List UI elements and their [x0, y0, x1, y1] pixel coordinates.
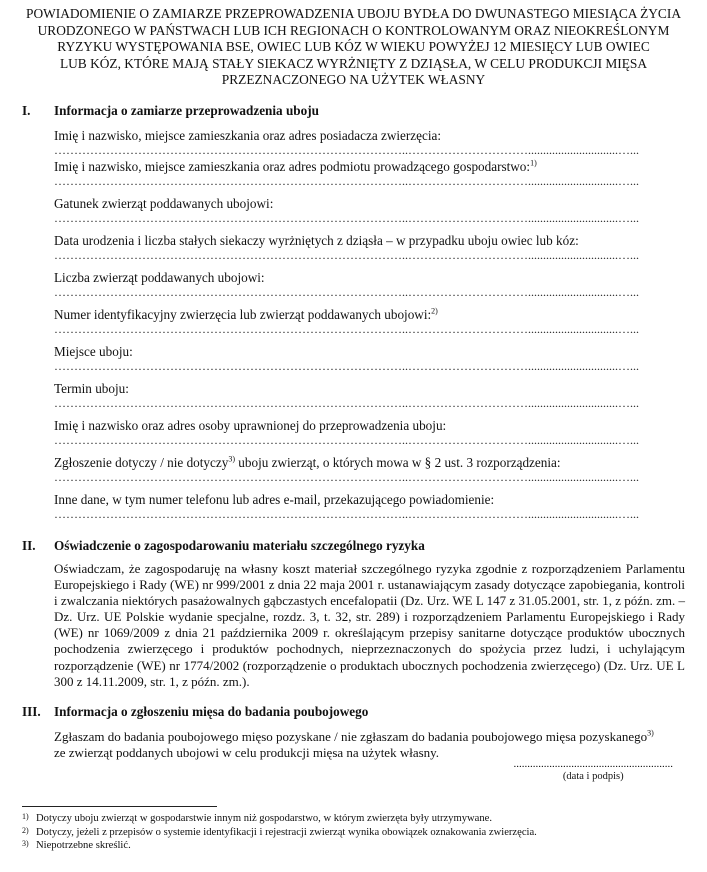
footnote-ref: 1) [530, 158, 537, 168]
field-label: Imię i nazwisko, miejsce zamieszkania oraz adres podmiotu prowadzącego gospodarstwo:$^{1)}$ [54, 158, 537, 174]
field-label: Numer identyfikacyjny zwierzęcia lub zwierząt poddawanych ubojowi:$^{2)}$ [54, 306, 438, 322]
fill-in-line[interactable]: ……………………………………………………………………………..…………………………..............................…... [54, 211, 639, 225]
title-line: PRZEZNACZONEGO NA UŻYTEK WŁASNY [221, 72, 486, 88]
fill-in-line[interactable]: ……………………………………………………………………………..…………………………..............................…... [54, 143, 639, 157]
inspection-paragraph: Zgłaszam do badania poubojowego mięso pozyskane / nie zgłaszam do badania poubojowego mięsa pozyskanego$^{3)}$ ze zwierząt poddanych ubojowi w celu produkcji mięsa na użytek własny. [54, 728, 654, 760]
title-line: URODZONEGO W PAŃSTWACH LUB ICH REGIONACH O KONTROLOWANYM ORAZ NIEOKREŚLONYM [37, 22, 670, 38]
field-label: Liczba zwierząt poddawanych ubojowi: [54, 269, 265, 285]
form-field-place [54, 343, 685, 374]
section-title: Informacja o zamiarze przeprowadzenia uboju [54, 102, 319, 118]
field-label: Imię i nazwisko, miejsce zamieszkania oraz adres posiadacza zwierzęcia: [54, 127, 441, 143]
document-title [22, 6, 685, 89]
footnote [22, 839, 537, 853]
footnote-mark: 3) [22, 839, 29, 849]
form-field-birth-date [54, 232, 685, 263]
footnotes [22, 812, 537, 853]
fill-in-line[interactable]: ……………………………………………………………………………..…………………………..............................…... [54, 396, 639, 410]
footnote-mark: 2) [22, 825, 29, 835]
footnote-divider [22, 806, 217, 807]
fill-in-line[interactable]: ……………………………………………………………………………..…………………………..............................…... [54, 470, 639, 484]
fill-in-line[interactable]: ……………………………………………………………………………..…………………………..............................…... [54, 248, 639, 262]
footnote-text: Dotyczy uboju zwierząt w gospodarstwie innym niż gospodarstwo, w którym zwierzęta były utrzymywane. [36, 813, 493, 824]
field-label: Gatunek zwierząt poddawanych ubojowi: [54, 195, 274, 211]
field-label: Imię i nazwisko oraz adres osoby uprawnionej do przeprowadzenia uboju: [54, 417, 447, 433]
form-field-owner [54, 127, 685, 158]
field-label: Inne dane, w tym numer telefonu lub adres e-mail, przekazującego powiadomienie: [54, 491, 495, 507]
section-title: Oświadczenie o zagospodarowaniu materiału szczególnego ryzyka [54, 537, 425, 553]
footnote-mark: 1) [22, 812, 29, 821]
fill-in-line[interactable]: ……………………………………………………………………………..…………………………..............................…... [54, 359, 639, 373]
form-field-applies [54, 454, 685, 485]
footnote-text: Dotyczy, jeżeli z przepisów o systemie identyfikacji i rejestracji zwierząt wynika obowiązek oznakowania zwierzęcia. [36, 826, 537, 838]
section-3-heading [22, 704, 685, 720]
field-label: Termin uboju: [54, 380, 129, 396]
title-line: LUB KÓZ, KTÓRE MAJĄ STAŁY SIEKACZ WYRŻNIĘTY Z DZIĄSŁA, W CELU PRODUKCJI MIĘSA [59, 55, 648, 71]
title-line: POWIADOMIENIE O ZAMIARZE PRZEPROWADZENIA UBOJU BYDŁA DO DWUNASTEGO MIESIĄCA ŻYCIA [26, 6, 681, 21]
footnote [22, 812, 537, 826]
signature-block [514, 758, 674, 782]
declaration-paragraph: Oświadczam, że zagospodaruję na własny koszt materiał szczególnego ryzyka zgodnie z rozporządzeniem Parlamentu Europejskiego i Rady (WE) nr 999/2001 z dnia 22 maja 2001 r. ustanawiającym zasady dotyczące zapobiegania, kontroli i zwalczania niektórych pasażowalnych gąbczastych encefalopatii (Dz. Urz. WE L 147 z 31.05.2001, str. 1, z późn. zm. – Dz. Urz. UE Polskie wydanie specjalne, rozdz. 3, t. 32, str. 289) i rozporządzeniem Parlamentu Europejskiego i Rady (WE) nr 1069/2009 z dnia 21 października 2009 r. określającym przepisy sanitarne dotyczące produktów ubocznych pochodzenia zwierzęcego i produktów pochodnych, nieprzeznaczonych do spożycia przez ludzi, i uchylającym rozporządzenie (WE) nr 1774/2002 (rozporządzenie o produktach ubocznych pochodzenia zwierzęcego) (Dz. Urz. UE L 300 z 14.11.2009, str. 1, z późn. zm.). [54, 560, 685, 689]
title-line: RYZYKU WYSTĘPOWANIA BSE, OWIEC LUB KÓZ W WIEKU POWYŻEJ 12 MIESIĘCY LUB OWIEC [57, 39, 650, 55]
footnote-text: Niepotrzebne skreślić. [36, 840, 131, 852]
section-number: III. [22, 703, 41, 719]
footnote [22, 826, 537, 840]
footnote-ref: 3) [228, 454, 235, 464]
section-1-heading [22, 103, 685, 119]
fill-in-line[interactable]: ……………………………………………………………………………..…………………………..............................…... [54, 285, 639, 299]
section-number: II. [22, 537, 36, 553]
form-field-holding-operator [54, 158, 685, 189]
section-title: Informacja o zgłoszeniu mięsa do badania poubojowego [54, 703, 369, 719]
section-2-heading [22, 538, 685, 554]
form-field-count [54, 269, 685, 300]
fill-in-line[interactable]: ……………………………………………………………………………..…………………………..............................…... [54, 507, 639, 521]
field-label: Data urodzenia i liczba stałych siekaczy wyrżniętych z dziąsła – w przypadku uboju owiec lub kóz: [54, 232, 579, 248]
footnote-ref: 2) [431, 306, 438, 316]
form-field-contact [54, 491, 685, 522]
fill-in-line[interactable]: ……………………………………………………………………………..…………………………..............................…... [54, 174, 639, 188]
section-number: I. [22, 102, 31, 118]
footnote-ref: 3) [647, 728, 654, 738]
form-field-id-number [54, 306, 685, 337]
form-field-slaughterer [54, 417, 685, 448]
field-label: Zgłoszenie dotyczy / nie dotyczy$^{3)}$ uboju zwierząt, o których mowa w § 2 ust. 3 rozporządzenia: [54, 454, 561, 470]
signature-caption: (data i podpis) [562, 771, 624, 782]
fill-in-line[interactable]: ……………………………………………………………………………..…………………………..............................…... [54, 433, 639, 447]
field-label: Miejsce uboju: [54, 343, 133, 359]
form-field-species [54, 195, 685, 226]
signature-line[interactable]: .......................................................... [513, 758, 673, 770]
form-field-date [54, 380, 685, 411]
fill-in-line[interactable]: ……………………………………………………………………………..…………………………..............................…... [54, 322, 639, 336]
